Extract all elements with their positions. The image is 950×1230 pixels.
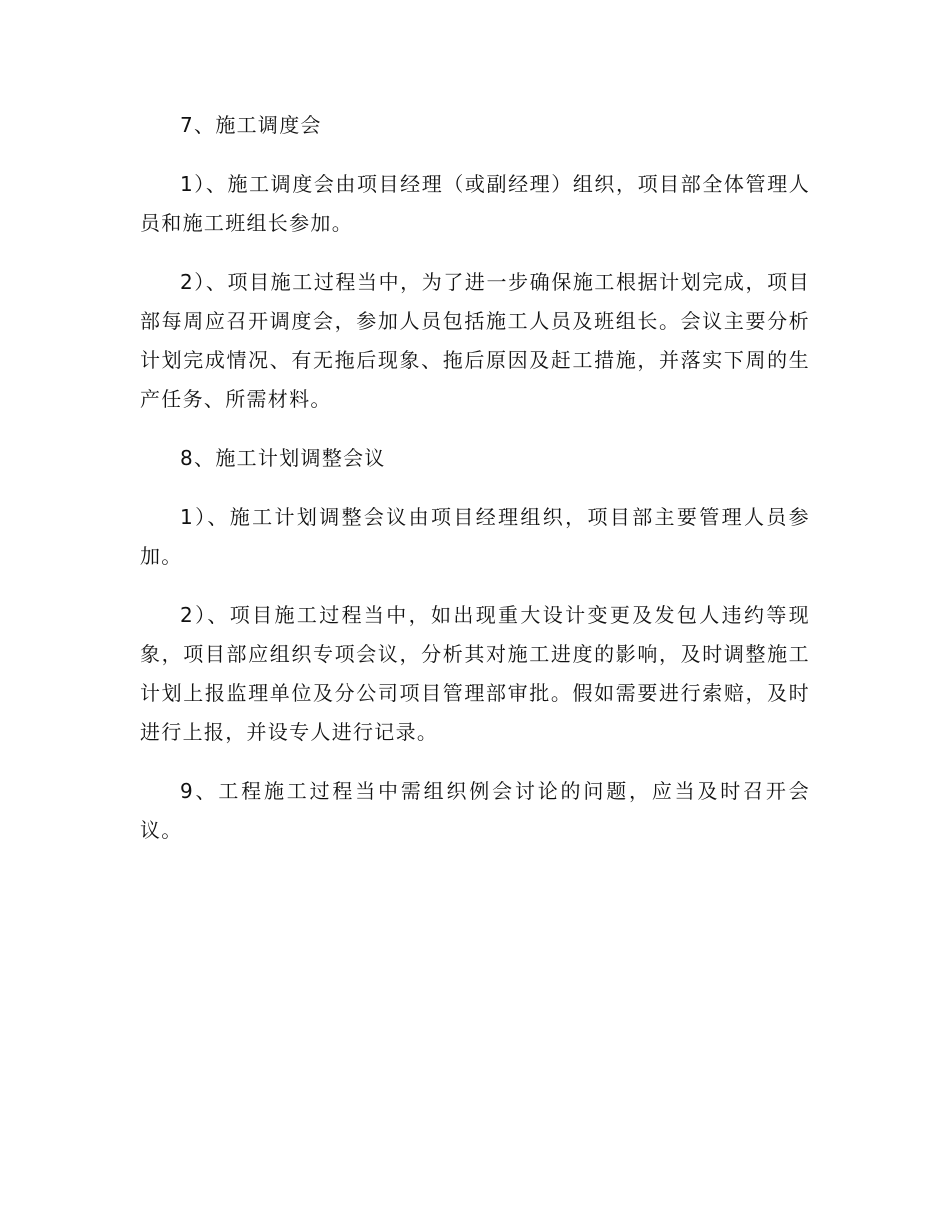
section-heading-7: 7、施工调度会: [180, 113, 322, 137]
paragraph-8-2: 2）、项目施工过程当中，如出现重大设计变更及发包人违约等现象，项目部应组织专项会议，分析其对施工进度的影响，及时调整施工计划上报监理单位及分公司项目管理部审批。假如需要进行索赔，及时进行上报，并设专人进行记录。: [140, 603, 810, 744]
paragraph-7-1: 1）、施工调度会由项目经理（或副经理）组织，项目部全体管理人员和施工班组长参加。: [140, 172, 810, 235]
paragraph-8-1: 1）、施工计划调整会议由项目经理组织，项目部主要管理人员参加。: [140, 505, 810, 568]
section-heading-9: 9、工程施工过程当中需组织例会讨论的问题，应当及时召开会议。: [140, 779, 810, 842]
document-page: [140, 106, 810, 870]
section-heading-8: 8、施工计划调整会议: [180, 446, 386, 470]
paragraph-7-2: 2）、项目施工过程当中，为了进一步确保施工根据计划完成，项目部每周应召开调度会，参加人员包括施工人员及班组长。会议主要分析计划完成情况、有无拖后现象、拖后原因及赶工措施，并落实下周的生产任务、所需材料。: [140, 270, 810, 411]
